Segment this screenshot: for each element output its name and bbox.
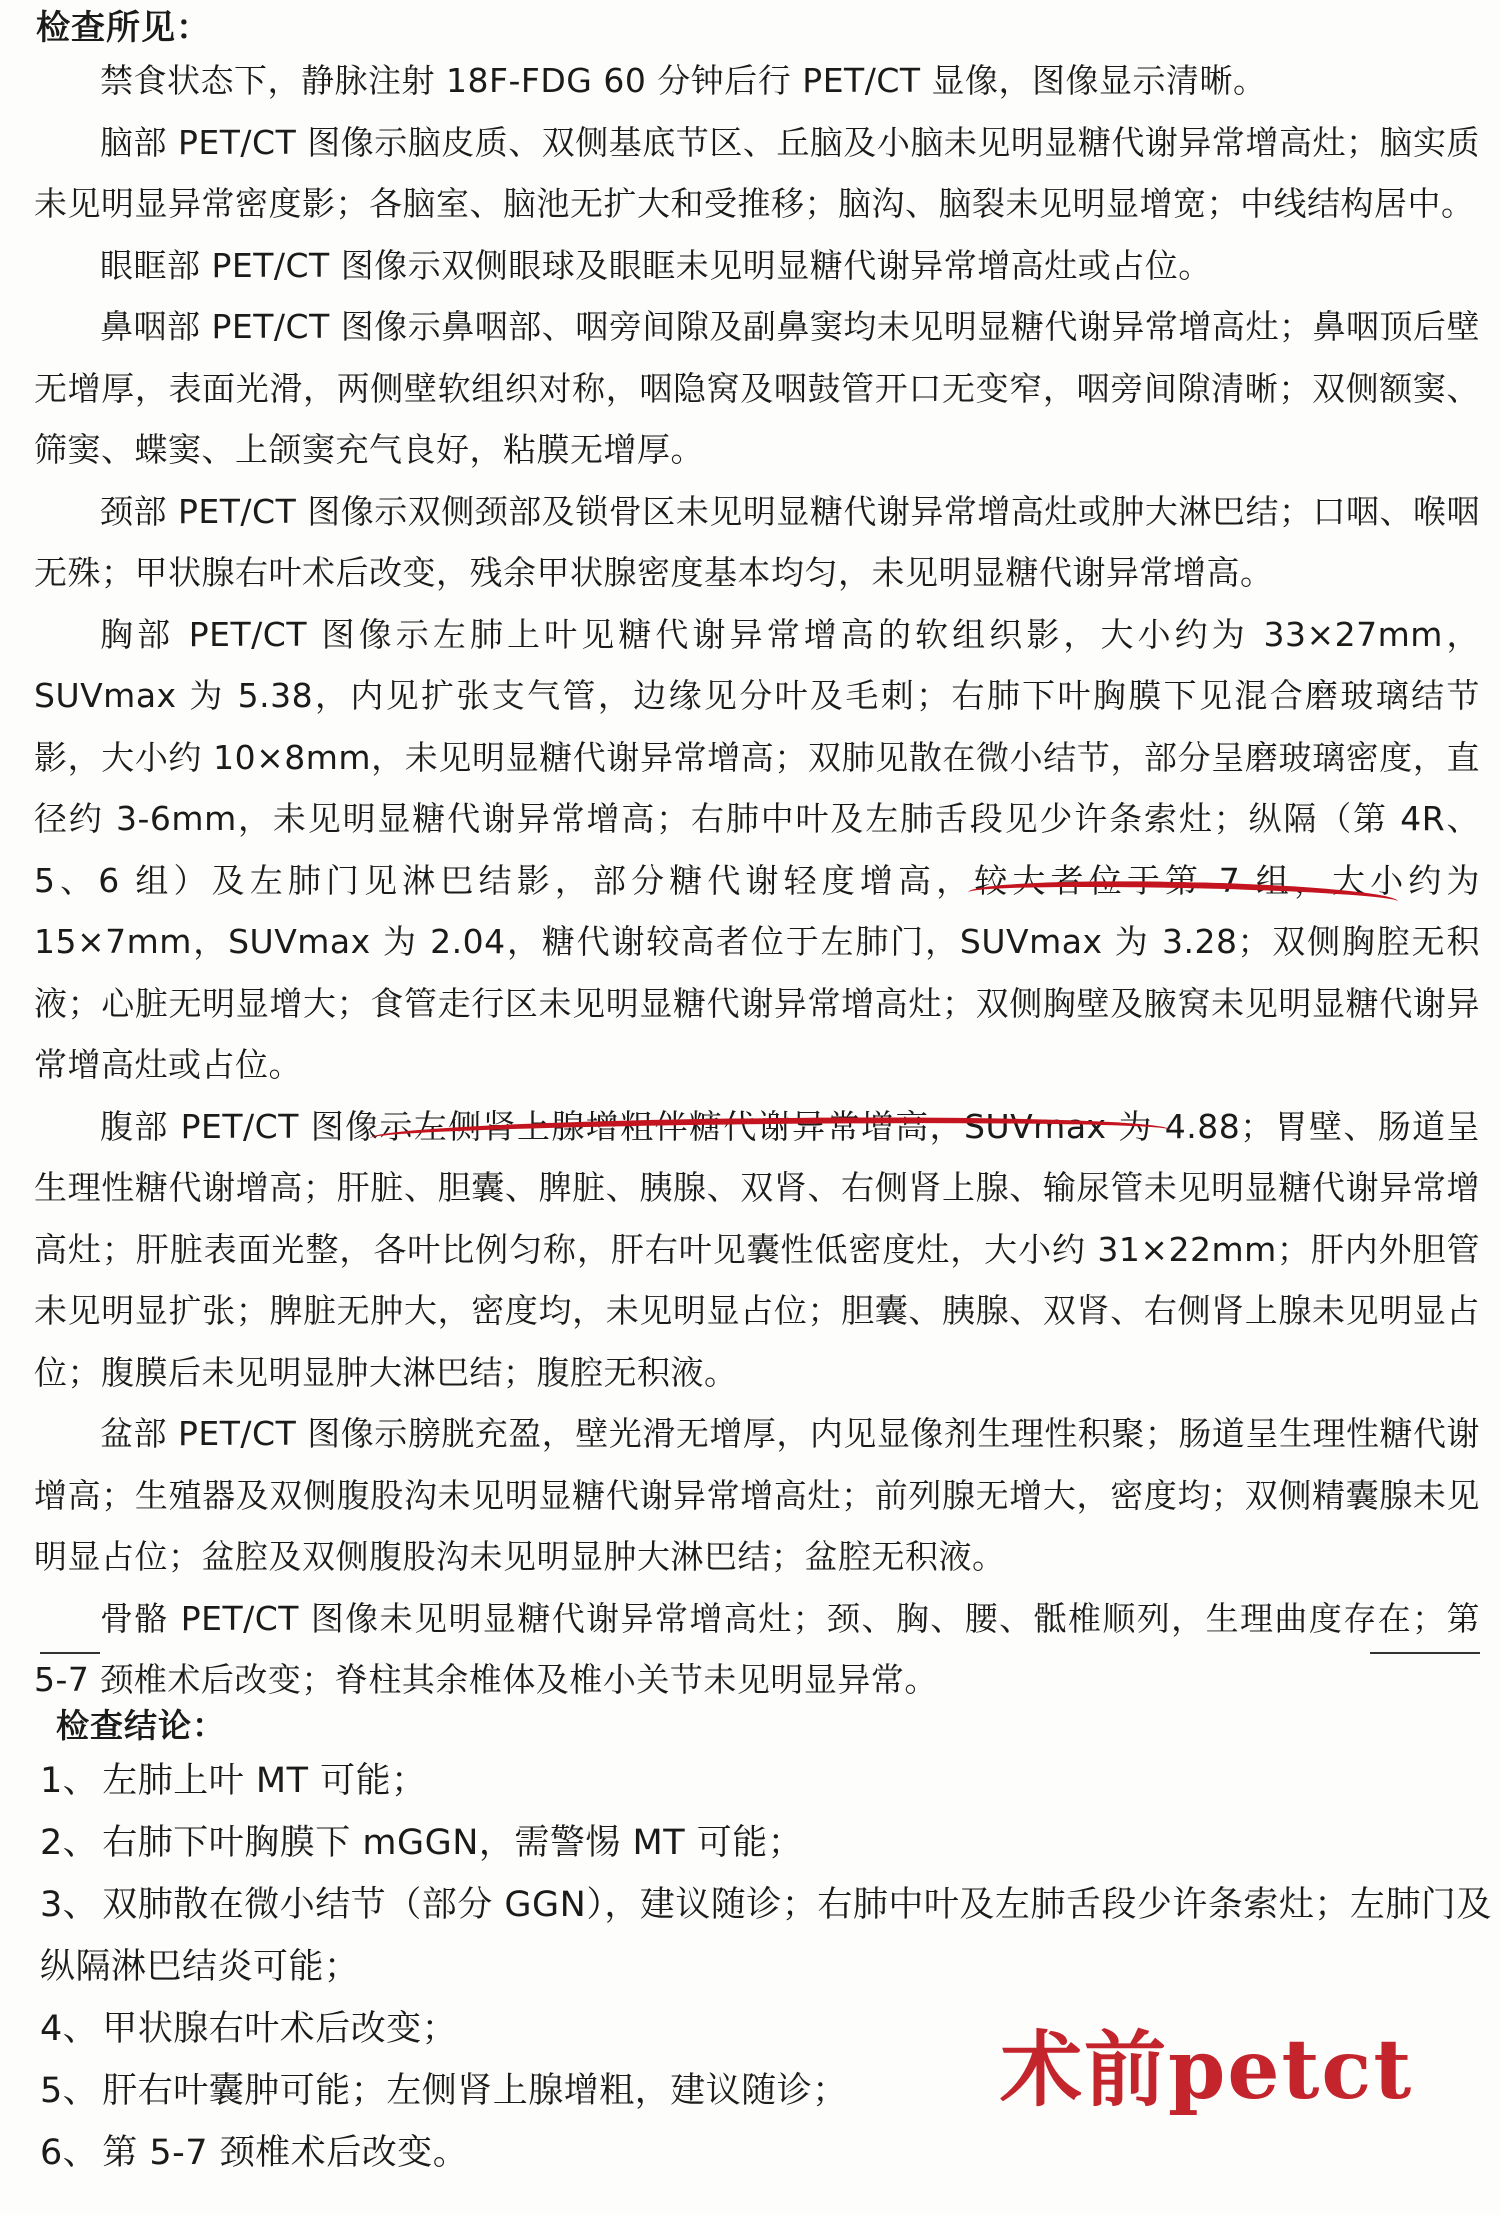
- conclusion-text: 左肺上叶 MT 可能；: [102, 1761, 427, 1801]
- section-divider-right: [1370, 1652, 1480, 1654]
- findings-paragraph-bone: 骨骼 PET/CT 图像未见明显糖代谢异常增高灶；颈、胸、腰、骶椎顺列，生理曲度存在；第 5-7 颈椎术后改变；脊柱其余椎体及椎小关节未见明显异常。: [34, 1598, 1480, 1699]
- conclusion-text: 第 5-7 颈椎术后改变。: [102, 2133, 469, 2173]
- findings-paragraph-abdomen: 腹部 PET/CT 图像示左侧肾上腺增粗伴糖代谢异常增高，SUVmax 为 4.88；胃壁、肠道呈生理性糖代谢增高；肝脏、胆囊、脾脏、胰腺、双肾、右侧肾上腺、输尿管未见明显糖代谢异常增高灶；肝脏表面光整，各叶比例匀称，肝右叶见囊性低密度灶，大小约 31×22mm；肝内外胆管未见明显扩张；脾脏无肿大，密度均，未见明显占位；胆囊、胰腺、双肾、右侧肾上腺未见明显占位；腹膜后未见明显肿大淋巴结；腹腔无积液。: [34, 1106, 1480, 1392]
- findings-paragraph-chest: 胸部 PET/CT 图像示左肺上叶见糖代谢异常增高的软组织影，大小约为 33×27mm，SUVmax 为 5.38，内见扩张支气管，边缘见分叶及毛刺；右肺下叶胸膜下见混合磨玻璃结节影，大小约 10×8mm，未见明显糖代谢异常增高；双肺见散在微小结节，部分呈磨玻璃密度，直径约 3-6mm，未见明显糖代谢异常增高；右肺中叶及左肺舌段见少许条索灶；纵隔（第 4R、5、6 组）及左肺门见淋巴结影，部分糖代谢轻度增高，较大者位于第 7 组，大小约为 15×7mm，SUVmax 为 2.04，糖代谢较高者位于左肺门，SUVmax 为 3.28；双侧胸腔无积液；心脏无明显增大；食管走行区未见明显糖代谢异常增高灶；双侧胸壁及腋窝未见明显糖代谢异常增高灶或占位。: [34, 614, 1480, 1084]
- conclusion-number: 4、: [40, 2009, 99, 2049]
- findings-title: 检查所见：: [36, 8, 211, 48]
- conclusion-item: [40, 1750, 1500, 1812]
- conclusion-text: 右肺下叶胸膜下 mGGN，需警惕 MT 可能；: [102, 1823, 804, 1863]
- conclusion-number: 1、: [40, 1761, 99, 1801]
- conclusion-item: [40, 1874, 1500, 1998]
- conclusion-number: 5、: [40, 2071, 99, 2111]
- findings-paragraph-protocol: 禁食状态下，静脉注射 18F-FDG 60 分钟后行 PET/CT 显像，图像显示清晰。: [100, 61, 1267, 100]
- conclusion-text: 双肺散在微小结节（部分 GGN），建议随诊；右肺中叶及左肺舌段少许条索灶；左肺门及纵隔淋巴结炎可能；: [40, 1885, 1492, 1987]
- conclusion-text: 甲状腺右叶术后改变；: [102, 2009, 458, 2049]
- findings-body: [34, 50, 1480, 1711]
- findings-paragraph-orbit: 眼眶部 PET/CT 图像示双侧眼球及眼眶未见明显糖代谢异常增高灶或占位。: [100, 245, 1212, 285]
- conclusion-item: [40, 1812, 1500, 1874]
- conclusion-title: 检查结论：: [56, 1706, 226, 1745]
- conclusion-text: 肝右叶囊肿可能；左侧肾上腺增粗，建议随诊；: [102, 2071, 848, 2111]
- handwritten-annotation: 术前petct: [1000, 2022, 1414, 2118]
- conclusion-item: [40, 2122, 1500, 2184]
- section-divider-left: [40, 1652, 100, 1654]
- findings-paragraph-pelvis: 盆部 PET/CT 图像示膀胱充盈，壁光滑无增厚，内见显像剂生理性积聚；肠道呈生理性糖代谢增高；生殖器及双侧腹股沟未见明显糖代谢异常增高灶；前列腺无增大，密度均；双侧精囊腺未见明显占位；盆腔及双侧腹股沟未见明显肿大淋巴结；盆腔无积液。: [34, 1414, 1480, 1576]
- findings-paragraph-neck: 颈部 PET/CT 图像示双侧颈部及锁骨区未见明显糖代谢异常增高灶或肿大淋巴结；口咽、喉咽无殊；甲状腺右叶术后改变，残余甲状腺密度基本均匀，未见明显糖代谢异常增高。: [34, 491, 1480, 592]
- findings-paragraph-nasopharynx: 鼻咽部 PET/CT 图像示鼻咽部、咽旁间隙及副鼻窦均未见明显糖代谢异常增高灶；鼻咽顶后壁无增厚，表面光滑，两侧壁软组织对称，咽隐窝及咽鼓管开口无变窄，咽旁间隙清晰；双侧额窦、筛窦、蝶窦、上颌窦充气良好，粘膜无增厚。: [34, 307, 1480, 469]
- conclusion-number: 3、: [40, 1885, 99, 1925]
- conclusion-number: 2、: [40, 1823, 99, 1863]
- conclusion-number: 6、: [40, 2133, 99, 2173]
- findings-paragraph-brain: 脑部 PET/CT 图像示脑皮质、双侧基底节区、丘脑及小脑未见明显糖代谢异常增高灶；脑实质未见明显异常密度影；各脑室、脑池无扩大和受推移；脑沟、脑裂未见明显增宽；中线结构居中。: [34, 122, 1480, 223]
